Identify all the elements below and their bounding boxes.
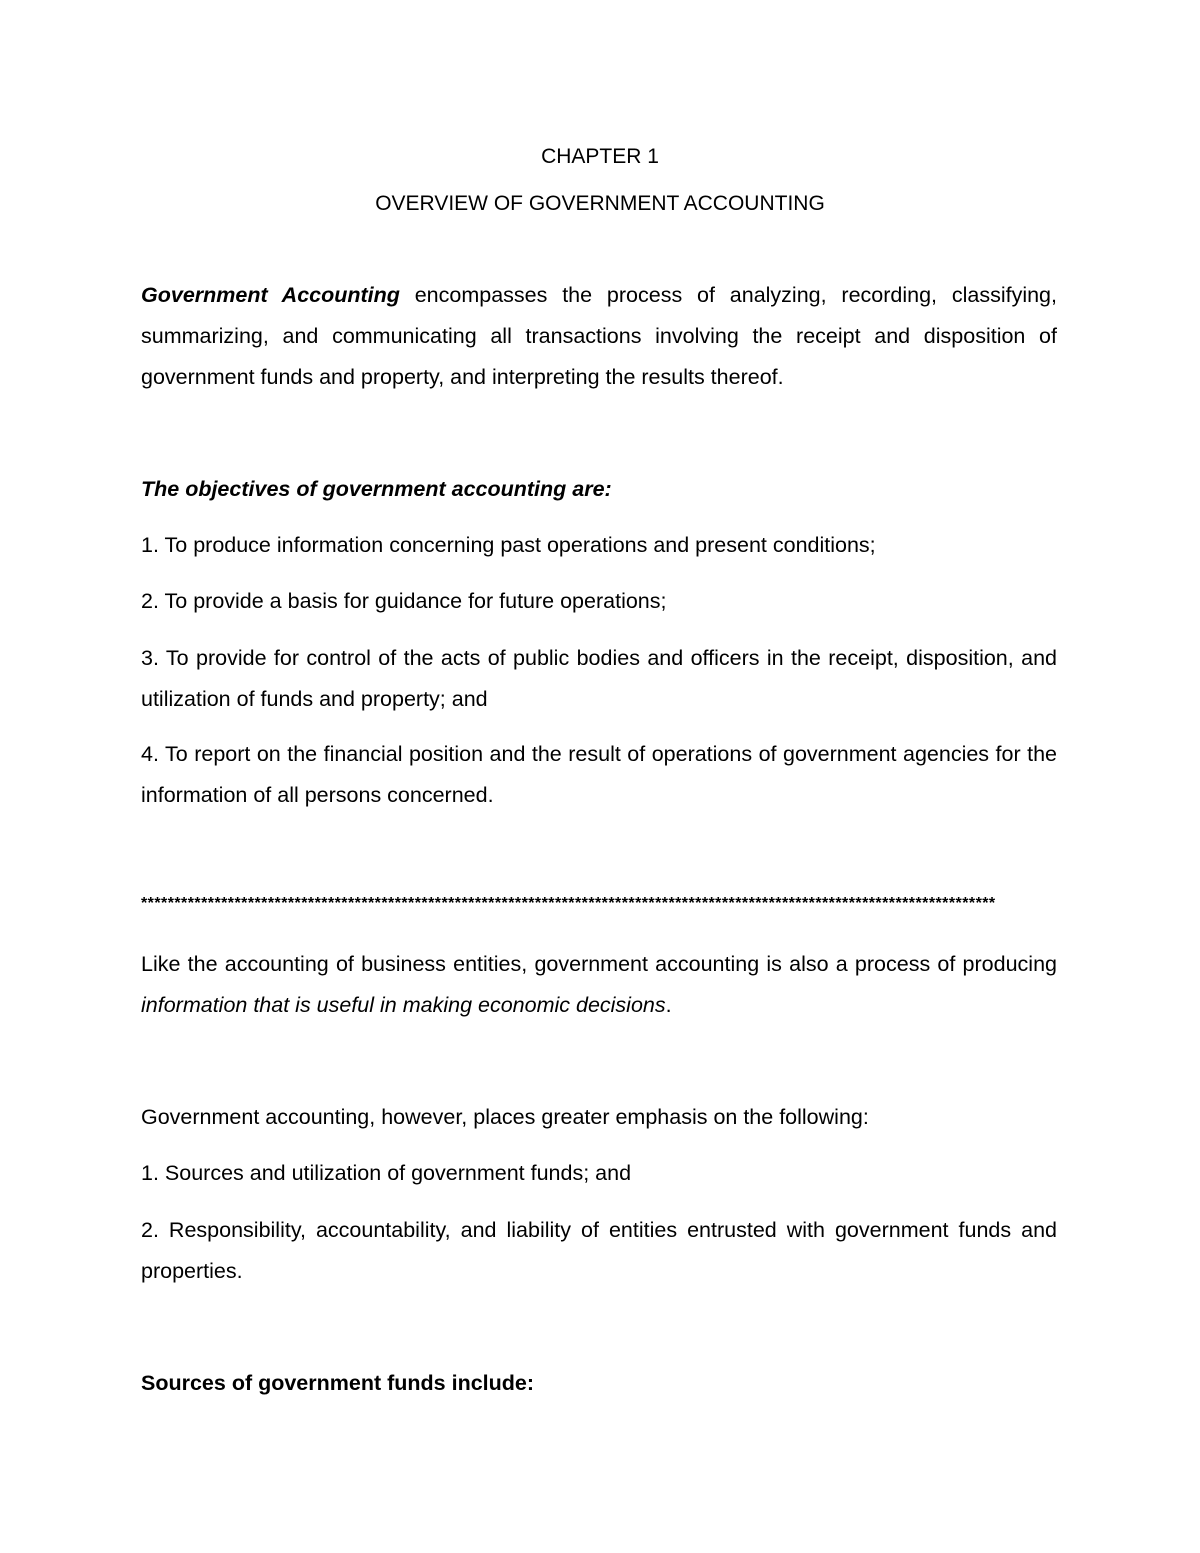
comparison-text-before: Like the accounting of business entities, government accounting is also a process of producing <box>141 952 1057 976</box>
objective-item: 2. To provide a basis for guidance for future operations; <box>141 589 667 613</box>
definition-term: Government Accounting <box>141 283 400 307</box>
comparison-paragraph <box>141 944 1057 1026</box>
comparison-italic-text: information that is useful in making economic decisions <box>141 993 666 1017</box>
objective-item: 1. To produce information concerning past operations and present conditions; <box>141 533 876 557</box>
objective-item: 4. To report on the financial position and the result of operations of government agencies for the information of all persons concerned. <box>141 742 1057 807</box>
emphasis-item: 2. Responsibility, accountability, and liability of entities entrusted with government funds and properties. <box>141 1218 1057 1283</box>
definition-text: encompasses the process of analyzing, recording, classifying, summarizing, and communicating all transactions involving the receipt and disposition of government funds and property, and interpreting the results thereof. <box>141 283 1057 389</box>
comparison-text-after: . <box>665 993 672 1017</box>
sources-heading: Sources of government funds include: <box>141 1371 535 1395</box>
chapter-label: CHAPTER 1 <box>541 145 659 168</box>
emphasis-item: 1. Sources and utilization of government funds; and <box>141 1161 632 1185</box>
chapter-title: OVERVIEW OF GOVERNMENT ACCOUNTING <box>375 192 825 215</box>
objectives-heading: The objectives of government accounting are: <box>141 477 612 501</box>
objective-item: 3. To provide for control of the acts of public bodies and officers in the receipt, disposition, and utilization of funds and property; and <box>141 646 1057 711</box>
definition-paragraph <box>141 275 1057 398</box>
emphasis-intro: Government accounting, however, places greater emphasis on the following: <box>141 1105 869 1129</box>
section-separator: ******************************************************************************************************************************** <box>141 895 996 912</box>
